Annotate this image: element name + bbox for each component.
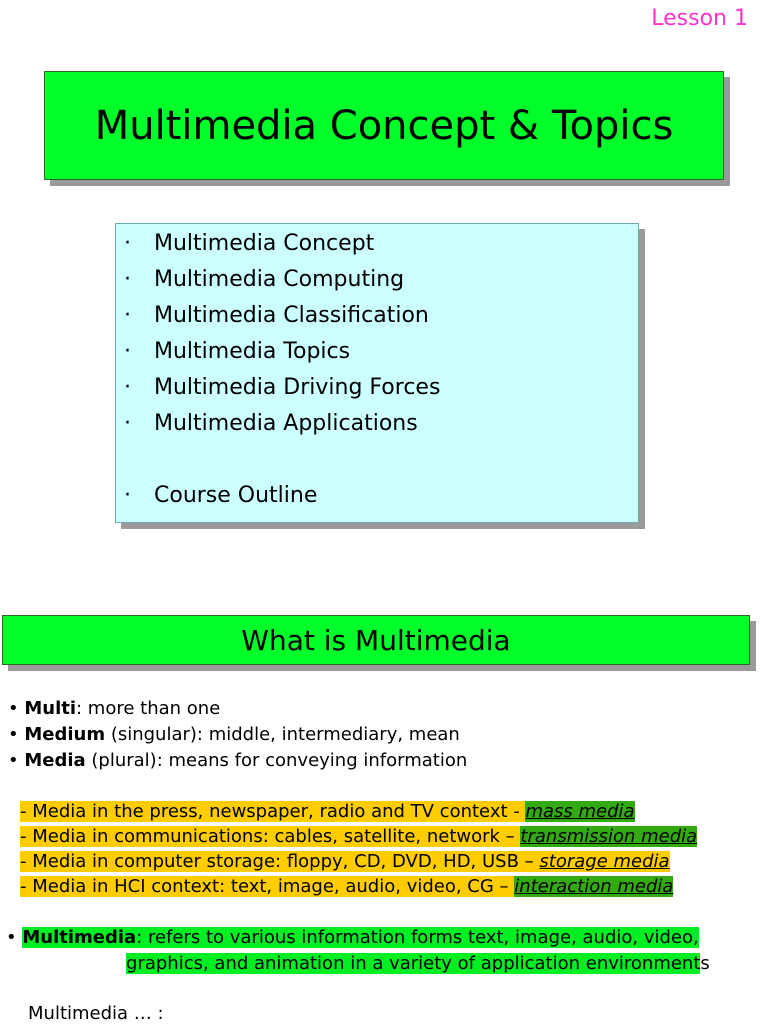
definition-line: • Multi: more than one [8, 698, 221, 719]
list-item: - Media in computer storage: floppy, CD, DVD, HD, USB – storage media [20, 851, 670, 872]
bullet: · [124, 339, 131, 364]
title-box [44, 71, 724, 180]
list-item: · Multimedia Driving Forces [124, 370, 638, 406]
bullet: · [124, 231, 131, 256]
definitions [8, 696, 467, 774]
page-title: Multimedia Concept & Topics [94, 102, 674, 149]
bullet: · [124, 267, 131, 292]
topics-list [124, 226, 638, 514]
multimedia-definition: • Multimedia: refers to various information forms text, image, audio, video, graphics, and animation in a variety of application environments [6, 927, 710, 974]
lesson-label: Lesson 1 [651, 6, 748, 31]
bullet: · [124, 375, 131, 400]
list-item: · Course Outline [124, 478, 638, 514]
list-item: · Multimedia Computing [124, 262, 638, 298]
bullet: · [124, 483, 131, 508]
topics-box [115, 223, 639, 523]
section-title-box [2, 615, 750, 665]
list-item: - Media in communications: cables, satellite, network – transmission media [20, 826, 698, 847]
section-title: What is Multimedia [241, 623, 511, 657]
list-item: - Media in HCI context: text, image, audio, video, CG – interaction media [20, 876, 674, 897]
definition-line: • Medium (singular): middle, intermediary, mean [8, 724, 460, 745]
list-item: · Multimedia Classification [124, 298, 638, 334]
bullet: · [124, 303, 131, 328]
bullet: · [124, 411, 131, 436]
list-item: · Multimedia Concept [124, 226, 638, 262]
list-item: · Multimedia Topics [124, 334, 638, 370]
definition-line: • Media (plural): means for conveying information [8, 750, 468, 771]
list-item: - Media in the press, newspaper, radio and TV context - mass media [20, 801, 635, 822]
media-contexts [20, 799, 697, 899]
list-item: · Multimedia Applications [124, 406, 638, 442]
multimedia-more: Multimedia … : [28, 1003, 164, 1024]
